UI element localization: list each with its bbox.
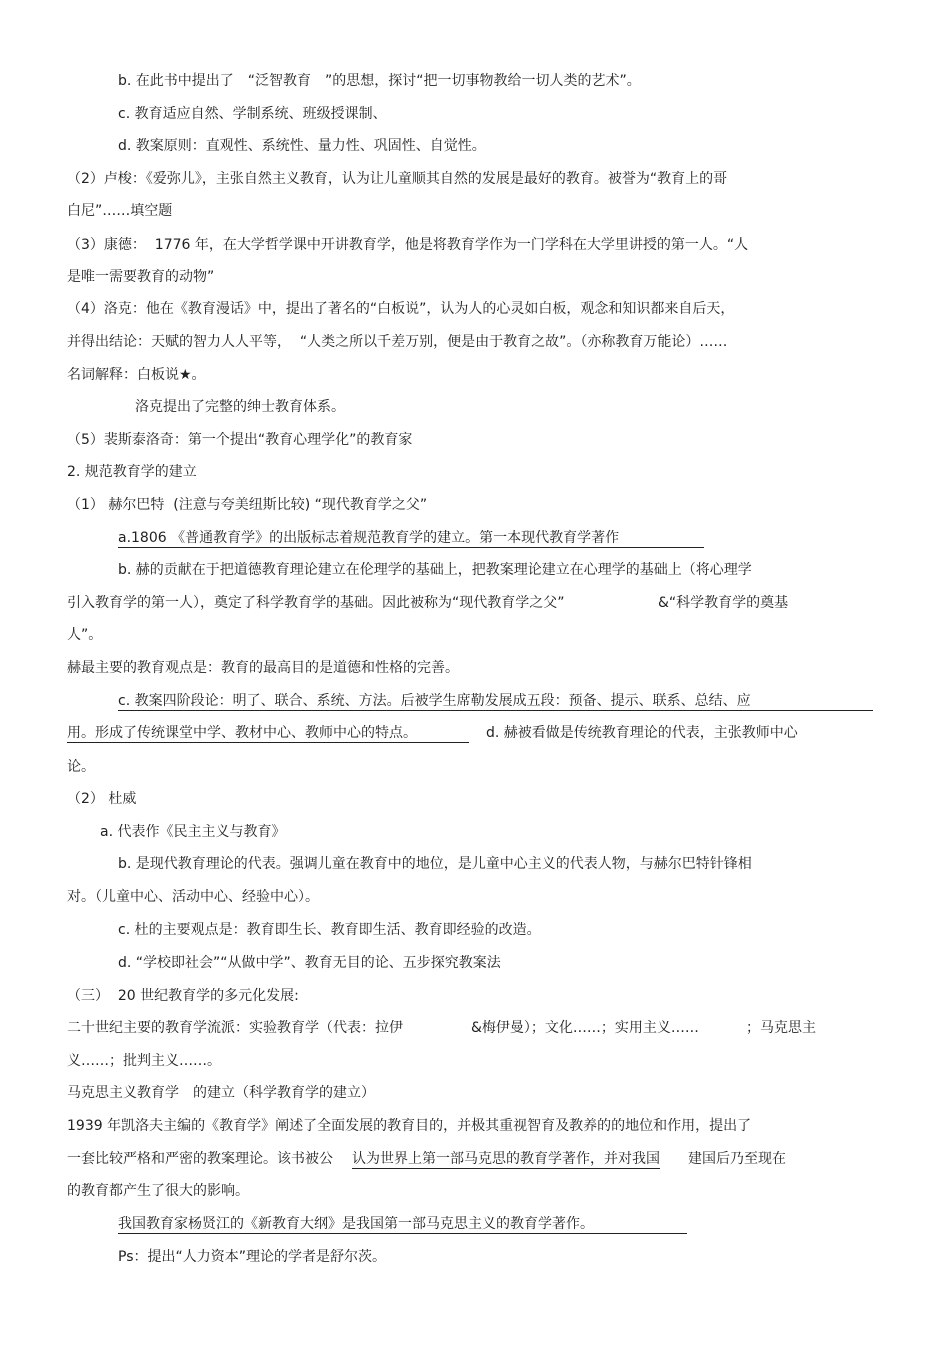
underlined-text-line: 我国教育家杨贤江的《新教育大纲》是我国第一部马克思主义的教育学著作。 (118, 1215, 687, 1234)
text-line: 白尼”……填空题 (67, 203, 173, 219)
underlined-text-line: 认为世界上第一部马克思的教育学著作，并对我国 (352, 1151, 660, 1167)
text-line: 义……；批判主义……。 (67, 1053, 221, 1069)
underlined-text-line: c. 教案四阶段论：明了、联合、系统、方法。后被学生席勒发展成五段：预备、提示、联系、总结、应 (118, 692, 873, 711)
text-line: c. 教育适应自然、学制系统、班级授课制、 (118, 106, 387, 122)
text-line: b. 在此书中提出了 “泛智教育 ”的思想，探讨“把一切事物教给一切人类的艺术”。 (118, 73, 641, 89)
text-line: 引入教育学的第一人），奠定了科学教育学的基础。因此被称为“现代教育学之父” (67, 595, 565, 611)
text-line: &梅伊曼）；文化……；实用主义…… (471, 1020, 699, 1036)
text-line: a. 代表作《民主主义与教育》 (100, 824, 286, 840)
text-line: Ps：提出“人力资本”理论的学者是舒尔茨。 (118, 1249, 386, 1265)
text-line: 二十世纪主要的教育学流派：实验教育学（代表：拉伊 (67, 1020, 403, 1036)
text-line: （2）卢梭：《爱弥儿》，主张自然主义教育，认为让儿童顺其自然的发展是最好的教育。被誉为“教育上的哥 (67, 171, 728, 187)
text-line: d. “学校即社会”“从做中学”、教育无目的论、五步探究教案法 (118, 955, 501, 971)
underlined-text-line: 用。形成了传统课堂中学、教材中心、教师中心的特点。 (67, 724, 469, 743)
text-line: 一套比较严格和严密的教案理论。该书被公 (67, 1151, 333, 1167)
text-line: 对。（儿童中心、活动中心、经验中心）。 (67, 889, 319, 905)
text-line: c. 杜的主要观点是：教育即生长、教育即生活、教育即经验的改造。 (118, 922, 541, 938)
text-line: 建国后乃至现在 (688, 1151, 786, 1167)
text-line: 的教育都产生了很大的影响。 (67, 1183, 249, 1199)
text-line: ；马克思主 (746, 1020, 816, 1036)
text-line: b. 赫的贡献在于把道德教育理论建立在伦理学的基础上，把教案理论建立在心理学的基础上（将心理学 (118, 562, 752, 578)
text-line: 洛克提出了完整的绅士教育体系。 (135, 399, 345, 415)
text-line: 赫最主要的教育观点是：教育的最高目的是道德和性格的完善。 (67, 660, 459, 676)
text-line: b. 是现代教育理论的代表。强调儿童在教育中的地位，是儿童中心主义的代表人物，与赫尔巴特针锋相 (118, 856, 752, 872)
section-heading: 2. 规范教育学的建立 (67, 464, 197, 480)
text-line: （三） 20 世纪教育学的多元化发展: (67, 988, 299, 1004)
text-line: （3）康德： 1776 年，在大学哲学课中开讲教育学，他是将教育学作为一门学科在大学里讲授的第一人。“人 (67, 237, 749, 253)
text-line: 并得出结论：天赋的智力人人平等， “人类之所以千差万别，便是由于教育之故”。（亦称教育万能论）…… (67, 334, 728, 350)
text-line: （1） 赫尔巴特 (注意与夸美纽斯比较) “现代教育学之父” (67, 497, 428, 513)
text-line: 马克思主义教育学 的建立（科学教育学的建立） (67, 1085, 375, 1101)
text-line: 名词解释：白板说★。 (67, 367, 206, 383)
text-line: 1939 年凯洛夫主编的《教育学》阐述了全面发展的教育目的，并极其重视智育及教养的的地位和作用，提出了 (67, 1118, 752, 1134)
text-line: （5）裴斯泰洛奇：第一个提出“教育心理学化”的教育家 (67, 432, 413, 448)
text-line: （2） 杜威 (67, 791, 137, 807)
text-line: d. 赫被看做是传统教育理论的代表，主张教师中心 (486, 725, 798, 741)
text-line: d. 教案原则：直观性、系统性、量力性、巩固性、自觉性。 (118, 138, 486, 154)
text-line: 是唯一需要教育的动物” (67, 269, 215, 285)
text-line: &“科学教育学的奠基 (658, 595, 789, 611)
text-line: 论。 (67, 759, 95, 775)
underlined-text-line: a.1806 《普通教育学》的出版标志着规范教育学的建立。第一本现代教育学著作 (118, 529, 704, 548)
text-line: （4）洛克：他在《教育漫话》中，提出了著名的“白板说”，认为人的心灵如白板，观念和知识都来自后天， (67, 301, 735, 317)
text-line: 人”。 (67, 627, 103, 643)
